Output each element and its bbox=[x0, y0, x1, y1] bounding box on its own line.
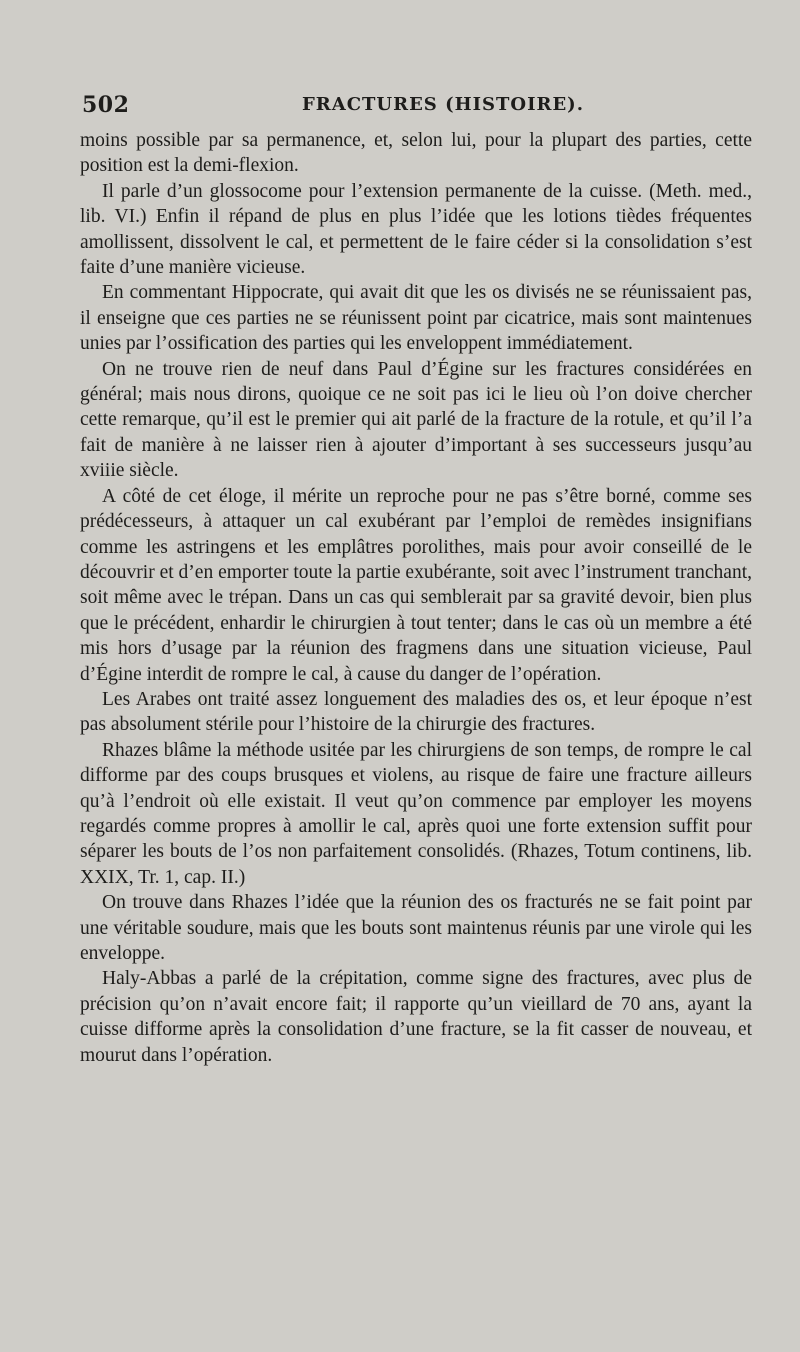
paragraph: A côté de cet éloge, il mérite un reproche pour ne pas s’être borné, comme ses prédécesseurs, à attaquer un cal exubérant par l’emploi de remèdes insignifians comme les astringens et les emplâtres porolithes, mais pour avoir conseillé de le découvrir et d’en emporter toute la partie exubérante, soit avec l’instrument tranchant, soit même avec le trépan. Dans un cas qui semblerait par sa gravité devoir, bien plus que le précédent, enhardir le chirurgien à tout tenter; dans le cas où un membre a été mis hors d’usage par la réunion des fragmens dans une situation vicieuse, Paul d’Égine interdit de rompre le cal, à cause du danger de l’opération. bbox=[80, 485, 752, 685]
paragraph: On trouve dans Rhazes l’idée que la réunion des os fracturés ne se fait point par une véritable soudure, mais que les bouts sont maintenus réunis par une virole qui les enveloppe. bbox=[80, 892, 752, 964]
running-head: FRACTURES (HISTOIRE). bbox=[302, 94, 584, 115]
paragraph: Rhazes blâme la méthode usitée par les chirurgiens de son temps, de rompre le cal difforme par des coups brusques et violens, au risque de faire une fracture ailleurs qu’à l’endroit où elle existait. Il veut qu’on commence par employer les moyens regardés comme propres à amollir le cal, après quoi une forte extension suffit pour séparer les bouts de l’os non parfaitement consolidés. (Rhazes, Totum continens, lib. XXIX, Tr. 1, cap. II.) bbox=[80, 739, 752, 888]
page-header bbox=[82, 92, 752, 122]
paragraph: Les Arabes ont traité assez longuement des maladies des os, et leur époque n’est pas absolument stérile pour l’histoire de la chirurgie des fractures. bbox=[80, 688, 752, 736]
paragraph: En commentant Hippocrate, qui avait dit que les os divisés ne se réunissaient pas, il enseigne que ces parties ne se réunissent point par cicatrice, mais sont maintenues unies par l’ossification des parties qui les enveloppent immédiatement. bbox=[80, 282, 752, 355]
paragraph: Haly-Abbas a parlé de la crépitation, comme signe des fractures, avec plus de précision qu’on n’avait encore fait; il rapporte qu’un vieillard de 70 ans, ayant la cuisse difforme après la consolidation d’une fracture, se la fit casser de nouveau, et mourut dans l’opération. bbox=[80, 968, 752, 1066]
paragraph: On ne trouve rien de neuf dans Paul d’Égine sur les fractures considérées en général; mais nous dirons, quoique ce ne soit pas ici le lieu où l’on doive chercher cette remarque, qu’il est le premier qui ait parlé de la fracture de la rotule, et qu’il l’a fait de manière à ne laisser rien à ajouter d’important à ses successeurs jusqu’au xviiie siècle. bbox=[80, 358, 752, 482]
page-number: 502 bbox=[82, 92, 130, 118]
body-text bbox=[80, 128, 752, 1068]
paragraph: moins possible par sa permanence, et, selon lui, pour la plupart des parties, cette position est la demi-flexion. bbox=[80, 130, 752, 177]
paragraph: Il parle d’un glossocome pour l’extension permanente de la cuisse. (Meth. med., lib. VI.) Enfin il répand de plus en plus l’idée que les lotions tièdes fréquentes amollissent, dissolvent le cal, et permettent de le faire céder si la consolidation s’est faite d’une manière vicieuse. bbox=[80, 180, 752, 279]
